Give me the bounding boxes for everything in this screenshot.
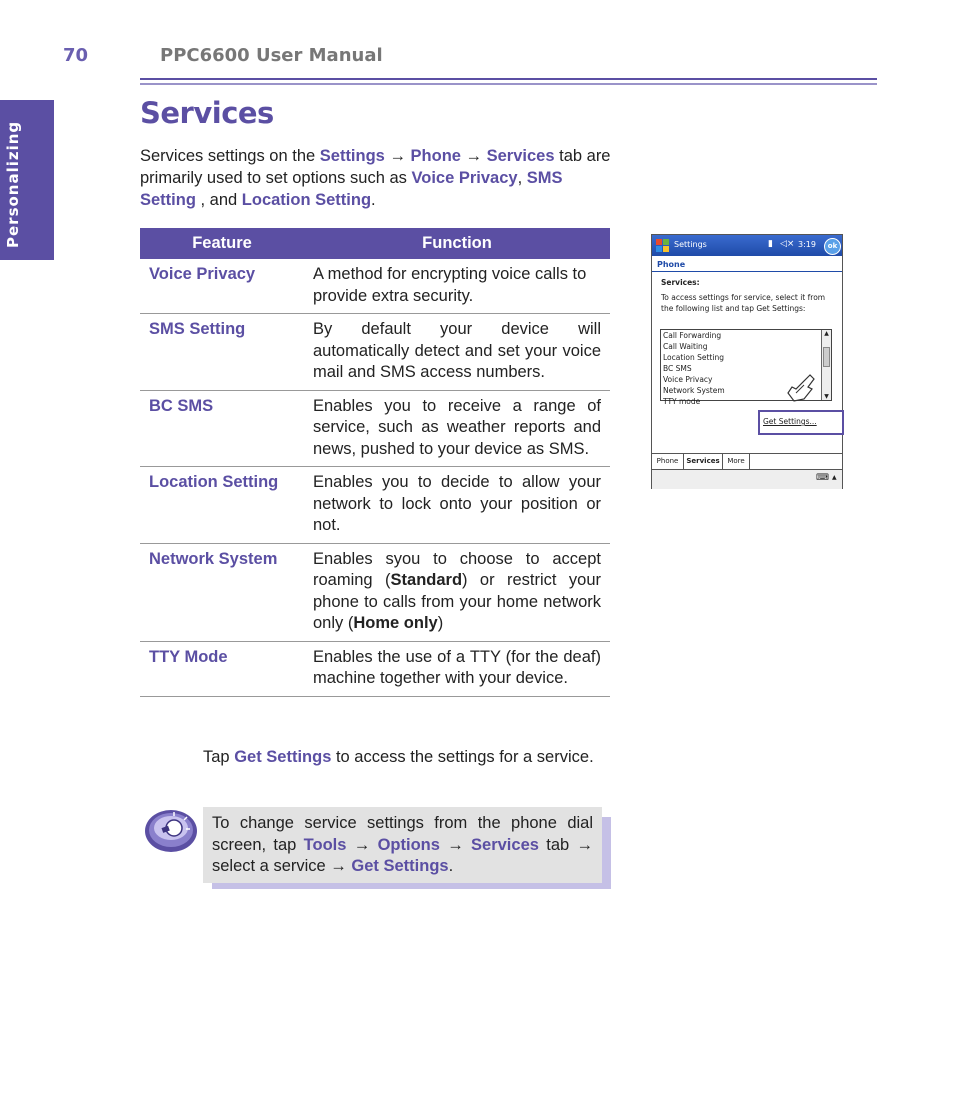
section-divider bbox=[652, 271, 842, 272]
table-row bbox=[140, 543, 610, 641]
table-row bbox=[140, 467, 610, 544]
list-scrollbar[interactable] bbox=[821, 330, 831, 400]
tip-text: . bbox=[448, 857, 454, 875]
table-row bbox=[140, 259, 610, 314]
get-settings-button[interactable] bbox=[758, 410, 844, 435]
title-bar bbox=[652, 235, 842, 256]
feature-cell: Network System bbox=[140, 543, 304, 641]
windows-flag-icon[interactable] bbox=[656, 239, 669, 252]
tab-phone[interactable]: Phone bbox=[652, 454, 684, 469]
arrow: → bbox=[384, 147, 411, 165]
voice-privacy-term: Voice Privacy bbox=[411, 169, 518, 187]
intro-text: , bbox=[517, 169, 527, 187]
lightbulb-tip-icon bbox=[144, 808, 198, 854]
function-cell: By default your device will automatically detect and set your voice mail and SMS access numbers. bbox=[304, 314, 610, 391]
sms-setting-term: SMS Setting bbox=[140, 169, 563, 209]
options-term: Options bbox=[377, 835, 440, 854]
get-settings-term: Get Settings bbox=[351, 857, 449, 875]
scroll-down-icon[interactable]: ▼ bbox=[824, 393, 829, 400]
arrow: → bbox=[439, 835, 472, 854]
tip-box bbox=[203, 807, 602, 883]
function-cell bbox=[304, 543, 610, 641]
speaker-icon[interactable]: ◁× bbox=[780, 239, 795, 249]
tab-strip bbox=[652, 453, 842, 470]
title-bar-label: Settings bbox=[674, 240, 707, 249]
scroll-thumb[interactable] bbox=[823, 347, 830, 367]
function-text: ) or restrict your phone to calls from your home network only ( bbox=[313, 571, 601, 632]
tapping-hand-icon bbox=[782, 371, 816, 405]
arrow: → bbox=[460, 147, 487, 165]
phone-term: Phone bbox=[410, 147, 461, 165]
tap-instruction bbox=[203, 746, 613, 768]
function-cell: Enables you to decide to allow your network to lock onto your position or not. bbox=[304, 467, 610, 544]
input-menu-arrow-icon[interactable]: ▲ bbox=[832, 474, 837, 481]
tap-text: Tap bbox=[203, 748, 235, 766]
list-item[interactable]: Voice Privacy bbox=[663, 375, 713, 384]
intro-text: Services settings on the bbox=[140, 147, 320, 165]
table-row bbox=[140, 390, 610, 467]
tab-services[interactable]: Services bbox=[684, 454, 723, 469]
tip-text: To change service settings from the phone dial screen, tap bbox=[212, 814, 593, 854]
function-cell: Enables the use of a TTY (for the deaf) machine together with your device. bbox=[304, 641, 610, 696]
signal-icon: ▮ bbox=[768, 239, 773, 249]
services-label: Services: bbox=[661, 278, 700, 287]
list-item[interactable]: Call Waiting bbox=[663, 342, 708, 351]
table-row bbox=[140, 314, 610, 391]
tab-more[interactable]: More bbox=[723, 454, 750, 469]
settings-term: Settings bbox=[319, 147, 385, 165]
option-standard: Standard bbox=[390, 571, 463, 589]
arrow: → bbox=[346, 835, 378, 854]
services-term: Services bbox=[471, 835, 539, 854]
intro-text: , and bbox=[195, 191, 242, 209]
feature-cell: TTY Mode bbox=[140, 641, 304, 696]
feature-cell: BC SMS bbox=[140, 390, 304, 467]
function-text: Enables syou to choose to accept roaming ( bbox=[313, 549, 601, 589]
header-rule-bottom bbox=[140, 83, 877, 85]
intro-text: . bbox=[371, 191, 376, 209]
location-setting-term: Location Setting bbox=[241, 191, 372, 209]
intro-text: tab are primarily used to set options such as bbox=[140, 147, 611, 187]
command-bar bbox=[652, 469, 842, 489]
intro-paragraph bbox=[140, 145, 615, 211]
tools-term: Tools bbox=[303, 835, 347, 854]
function-cell: Enables you to receive a range of service, such as weather reports and news, pushed to your device as SMS. bbox=[304, 390, 610, 467]
keyboard-icon[interactable]: ⌨ bbox=[816, 473, 829, 483]
list-item[interactable]: Call Forwarding bbox=[663, 331, 722, 340]
get-settings-term: Get Settings bbox=[234, 748, 332, 766]
feature-cell: Location Setting bbox=[140, 467, 304, 544]
feature-cell: SMS Setting bbox=[140, 314, 304, 391]
scroll-up-icon[interactable]: ▲ bbox=[824, 330, 829, 337]
list-item[interactable]: Network System bbox=[663, 386, 725, 395]
header-rule-top bbox=[140, 78, 877, 80]
list-item[interactable]: Location Setting bbox=[663, 353, 724, 362]
function-text: ) bbox=[437, 614, 444, 632]
table-row bbox=[140, 641, 610, 696]
clock[interactable]: 3:19 bbox=[798, 240, 816, 249]
services-description: To access settings for service, select it from the following list and tap Get Settings: bbox=[661, 293, 826, 313]
device-screenshot bbox=[651, 234, 843, 489]
col-header-feature: Feature bbox=[140, 228, 304, 259]
tip-text: tab → select a service → bbox=[212, 835, 593, 875]
function-cell: A method for encrypting voice calls to provide extra security. bbox=[304, 259, 610, 314]
section-label: Phone bbox=[657, 260, 686, 269]
option-home-only: Home only bbox=[353, 614, 438, 632]
manual-title: PPC6600 User Manual bbox=[160, 45, 383, 66]
page-number: 70 bbox=[63, 45, 89, 66]
ok-button[interactable]: ok bbox=[824, 238, 841, 255]
side-tab-label: Personalizing bbox=[4, 120, 22, 248]
list-item[interactable]: BC SMS bbox=[663, 364, 692, 373]
services-term: Services bbox=[486, 147, 555, 165]
get-settings-button-label: Get Settings... bbox=[763, 417, 817, 426]
page-title: Services bbox=[140, 96, 274, 130]
tap-text: to access the settings for a service. bbox=[331, 748, 594, 766]
feature-cell: Voice Privacy bbox=[140, 259, 304, 314]
table-header-row bbox=[140, 228, 610, 259]
list-item[interactable]: TTY mode bbox=[663, 397, 701, 406]
col-header-function: Function bbox=[304, 228, 610, 259]
feature-table bbox=[140, 228, 610, 697]
